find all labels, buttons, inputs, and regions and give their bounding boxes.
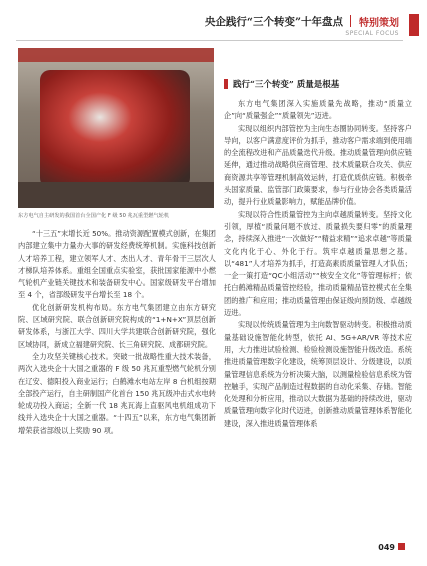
header-title: 央企践行“三个转变”十年盘点 — [204, 16, 343, 28]
section-heading — [224, 78, 412, 90]
paragraph: 东方电气集团深入实施质量先战略，推动“质量立企”向“质量强企”“质量领先”迈进。 — [224, 99, 412, 121]
heading-marker — [224, 79, 228, 89]
section-heading-text: 践行“三个转变” 质量是根基 — [233, 80, 340, 90]
gas-turbine-photo — [18, 48, 214, 208]
page-number: 049 — [378, 543, 395, 552]
paragraph: “十三五”末增长近 50%。推动资源配置模式创新，在集团内部建立集中力量办大事的研发经费统筹机制。实施科技创新人才培养工程，建立领军人才、杰出人才、青年骨干三层次人才梯队培养体系。重组全国重点实验室，获批国家能源中小燃气轮机产业链关键技术和装备研发中心。国家级研发平台增加至 4 个，省部级研发平台增长至 18 个。 — [18, 229, 216, 300]
photo-floor — [18, 182, 214, 208]
photo-banner — [18, 48, 214, 62]
paragraph: 全力攻坚关键核心技术。突破一批战略性重大技术装备，两次入选央企十大国之重器的 F 级 50 兆瓦重型燃气轮机分别在辽安、德阳投入商业运行；白鹤滩水电站左岸 8 台机组按期全部投产运行，自主研制国产化首台 150 兆瓦级冲击式水电转轮成功投入商运；全新一代 18 兆瓦海上直驱风电机组成功下线并入选央企十大国之重器。“十四五”以来，东方电气集团新增荣获省部级以上奖励 90 项。 — [18, 351, 216, 435]
left-column — [18, 228, 216, 437]
page-number-marker — [398, 543, 405, 550]
header-special-en: SPECIAL FOCUS — [345, 30, 399, 37]
paragraph: 实现以组织内部管控为主向生态圈协同转变。坚持客户导向，以客户满意度评价为抓手，推动客户需求端到使用端的全流程改进和产品质量迭代升级。推动质量管理向供应链延伸，通过推动战略供应商管理、技术质量联合攻关、供应商资源共享等管理机制高效运转，打造优质供应链。积极牵头国家质量、监管部门政策要求，参与行业协会各类质量活动，提升行业质量影响力，赋能品牌价值。 — [224, 123, 412, 207]
paragraph: 实现以符合性质量管控为主向卓越质量转变。坚持文化引领，厚植“质量问题不放过、质量损失要归零”的质量理念，持续深入推进“一次做好”“精益求精”“追求卓越”等质量文化内化于心、外化于行。筑牢卓越质量思想之基。以“481”人才培养为抓手，打造高素质质量管理人才队伍；一企一策打造“QC小组活动”“核安全文化”等管理标杆；依托白鹤滩精品质量管控经验，推动质量精品管控模式在全集团的推广和应用；推动质量管理由保证级向预防级、卓越级迈进。 — [224, 209, 412, 318]
paragraph: 实现以传统质量管理为主向数智驱动转变。积极推动质量基础设施智能化转型，依托 AI、5G+AR/VR 等技术应用，大力推进试验检测、检验检测设施智能升级改造。系统推进质量管理数字化建设，统筹顶层设计、分级建设，以质量管理信息系统为分析决策大脑，以测量检验信息系统为管控触手，实现产品制造过程数据的自动化采集、存储。智能化处理和分析应用，推动以大数据为基础的持续改进，驱动质量管理向数字化时代迈进，创新推动质量管理体系智能化建设，深入推进质量管理体系 — [224, 320, 412, 428]
corner-accent-bar — [409, 14, 419, 36]
turbine-image — [40, 70, 190, 188]
right-column — [224, 98, 412, 430]
header-special-label: 特别策划 — [359, 18, 399, 29]
header-separator — [350, 15, 351, 27]
page-header — [16, 12, 403, 42]
photo-caption: 东方电气自主研发的我国首台全国产化 F 级 50 兆瓦重型燃气轮机 — [18, 213, 170, 219]
header-rule — [16, 40, 403, 41]
paragraph: 优化创新研发机构布局。东方电气集团建立由东方研究院、区域研究院、联合创新研究院构成的“1+N+X”顶层创新研发体系，与浙江大学、四川大学共建联合创新研究院，强化区域协同，新成立福建研究院、长三角研究院、成都研究院。 — [18, 302, 216, 349]
